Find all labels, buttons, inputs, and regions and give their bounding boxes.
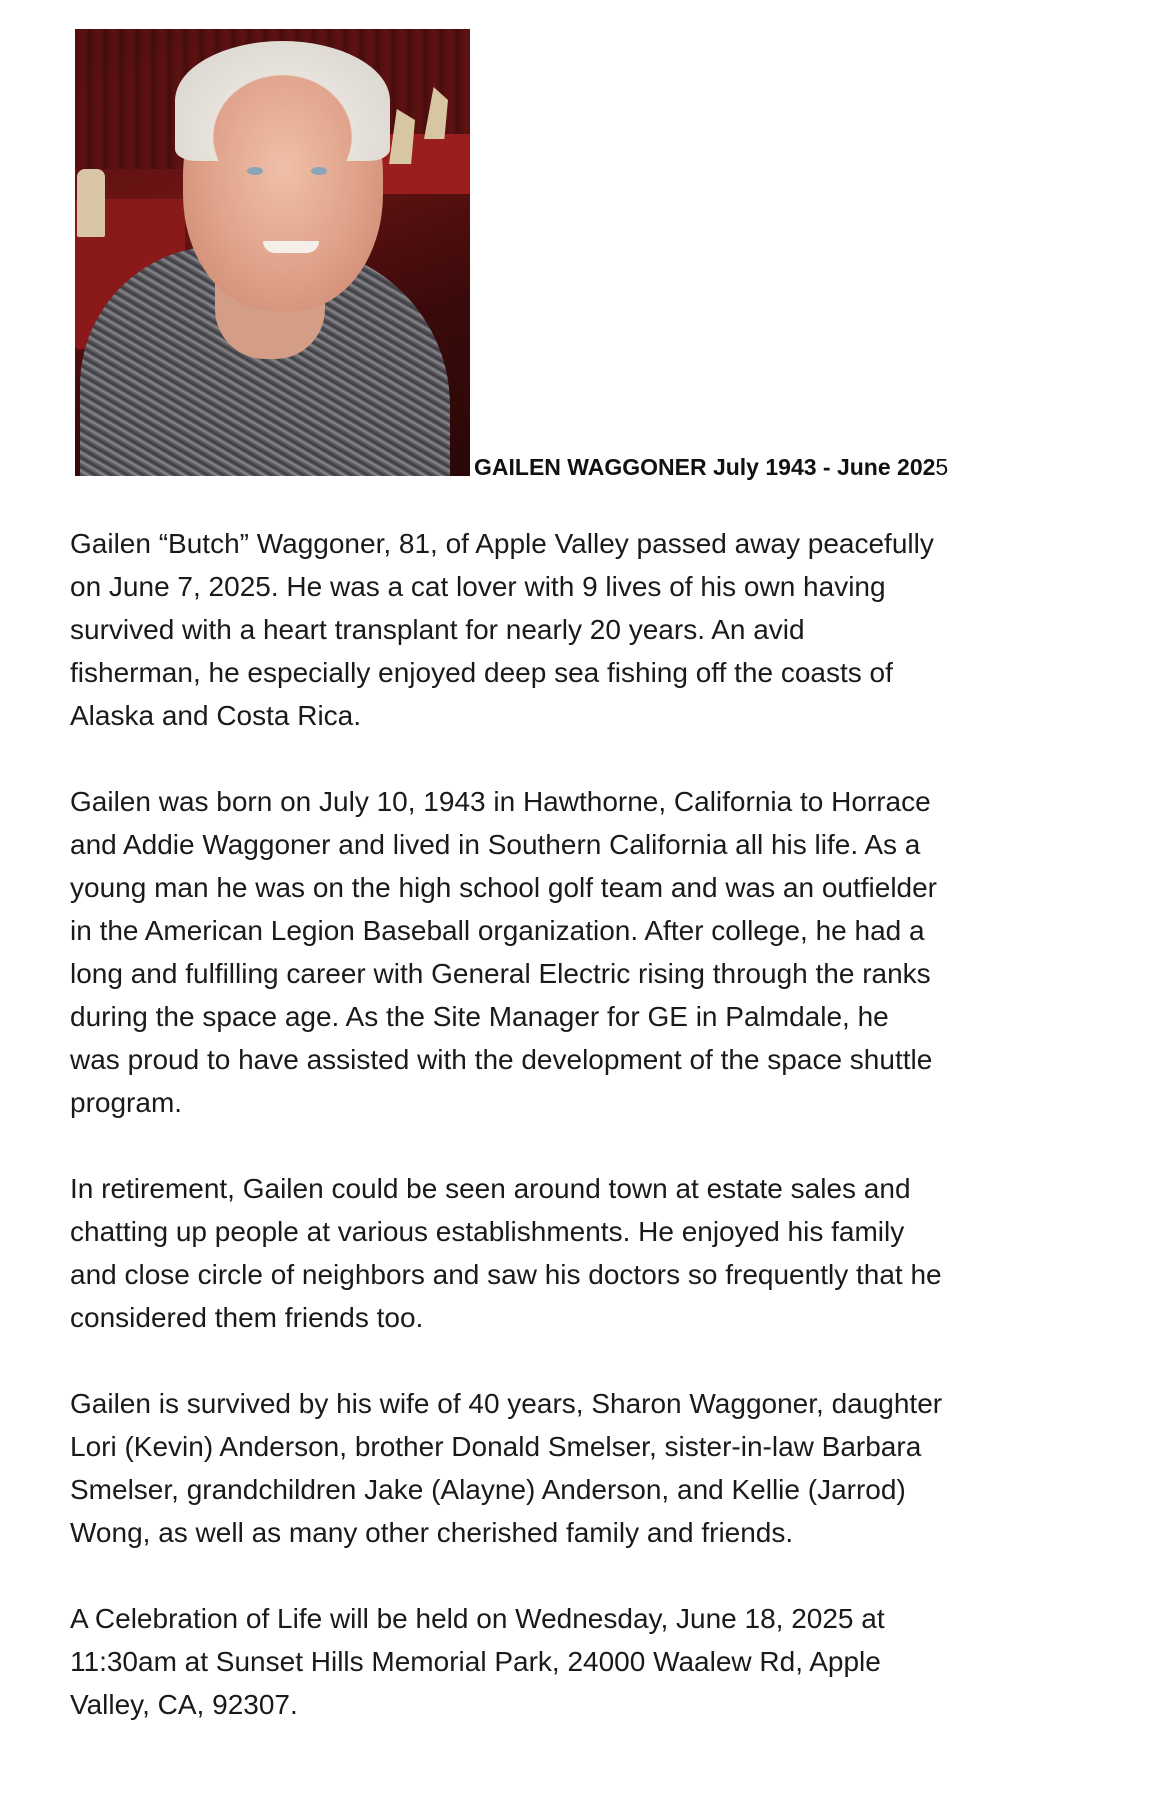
paragraph-intro — [70, 522, 1130, 737]
obituary-title — [474, 456, 948, 479]
text-line: In retirement, Gailen could be seen around town at estate sales and — [70, 1173, 911, 1204]
title-last-digit: 5 — [935, 454, 949, 480]
paragraph-survivors — [70, 1382, 1130, 1554]
text-line: chatting up people at various establishments. He enjoyed his family — [70, 1216, 905, 1247]
text-line: Valley, CA, 92307. — [70, 1689, 298, 1720]
text-line: Lori (Kevin) Anderson, brother Donald Smelser, sister-in-law Barbara — [70, 1431, 922, 1462]
title-bold: GAILEN WAGGONER July 1943 - June 202 — [474, 454, 936, 480]
text-line: program. — [70, 1087, 183, 1118]
text-line: during the space age. As the Site Manager for GE in Palmdale, he — [70, 1001, 889, 1032]
text-line: long and fulfilling career with General Electric rising through the ranks — [70, 958, 931, 989]
text-line: fisherman, he especially enjoyed deep sea fishing off the coasts of — [70, 657, 893, 688]
photo-eye — [247, 167, 263, 175]
text-line: Smelser, grandchildren Jake (Alayne) Anderson, and Kellie (Jarrod) — [70, 1474, 906, 1505]
text-line: Gailen is survived by his wife of 40 years, Sharon Waggoner, daughter — [70, 1388, 943, 1419]
obituary-body — [70, 522, 1130, 1769]
text-line: Gailen was born on July 10, 1943 in Hawthorne, California to Horrace — [70, 786, 931, 817]
text-line: was proud to have assisted with the development of the space shuttle — [70, 1044, 933, 1075]
text-line: and Addie Waggoner and lived in Southern California all his life. As a — [70, 829, 921, 860]
text-line: and close circle of neighbors and saw his doctors so frequently that he — [70, 1259, 942, 1290]
text-line: Wong, as well as many other cherished family and friends. — [70, 1517, 794, 1548]
paragraph-retirement — [70, 1167, 1130, 1339]
obituary-header — [75, 29, 949, 480]
text-line: Gailen “Butch” Waggoner, 81, of Apple Valley passed away peacefully — [70, 528, 934, 559]
paragraph-biography — [70, 780, 1130, 1124]
photo-eye — [311, 167, 327, 175]
text-line: survived with a heart transplant for nearly 20 years. An avid — [70, 614, 805, 645]
text-line: Alaska and Costa Rica. — [70, 700, 362, 731]
portrait-photo — [75, 29, 470, 476]
photo-hair — [175, 41, 390, 161]
text-line: on June 7, 2025. He was a cat lover with 9 lives of his own having — [70, 571, 886, 602]
text-line: in the American Legion Baseball organization. After college, he had a — [70, 915, 925, 946]
paragraph-service — [70, 1597, 1130, 1726]
photo-smile — [263, 241, 319, 253]
text-line: young man he was on the high school golf team and was an outfielder — [70, 872, 938, 903]
photo-napkin — [77, 169, 105, 237]
text-line: considered them friends too. — [70, 1302, 424, 1333]
text-line: A Celebration of Life will be held on Wednesday, June 18, 2025 at — [70, 1603, 885, 1634]
text-line: 11:30am at Sunset Hills Memorial Park, 24000 Waalew Rd, Apple — [70, 1646, 881, 1677]
